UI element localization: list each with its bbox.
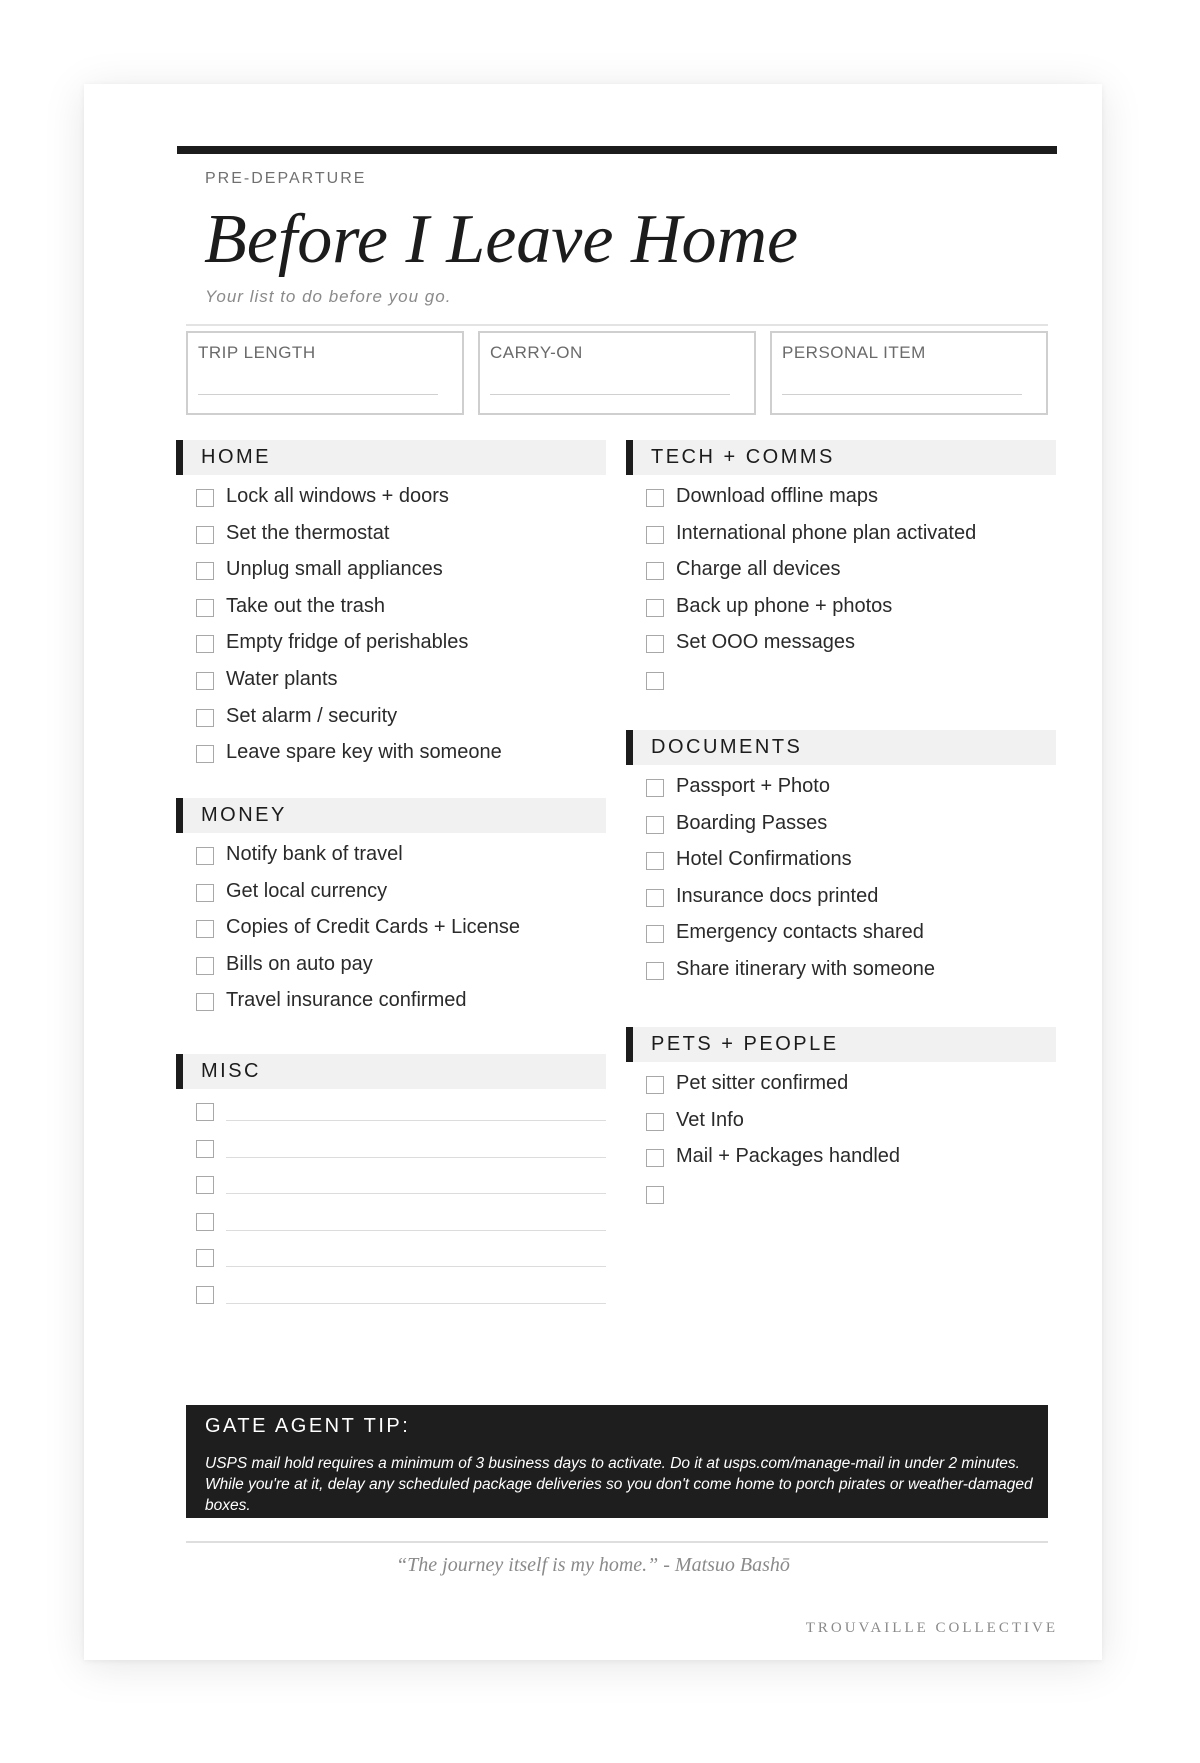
checklist-item [176,516,606,553]
checklist [176,837,606,1020]
checkbox[interactable] [196,884,214,902]
section-tech-comms [626,440,1056,699]
checklist-item-label: Emergency contacts shared [676,921,924,944]
section-title: DOCUMENTS [651,736,803,758]
section-header [626,440,1056,475]
checklist-item [176,1166,606,1203]
section-money [176,798,606,1020]
section-title: HOME [201,446,271,468]
trip-length-label: TRIP LENGTH [198,343,316,362]
checkbox[interactable] [196,957,214,975]
section-title: MISC [201,1060,261,1082]
checklist-item [176,874,606,911]
checkbox[interactable] [646,1076,664,1094]
checkbox[interactable] [196,1286,214,1304]
carry-on-line [490,394,730,395]
checklist-item [626,1103,1056,1140]
write-in-line[interactable] [226,1193,606,1194]
checkbox[interactable] [646,635,664,653]
checklist [626,1066,1056,1212]
checkbox[interactable] [646,816,664,834]
checklist-item [626,1066,1056,1103]
footer-divider [186,1541,1048,1543]
write-in-line[interactable] [226,1266,606,1267]
checklist-item [176,837,606,874]
checklist-item-label: Pet sitter confirmed [676,1072,849,1094]
section-title: MONEY [201,804,287,826]
carry-on-label: CARRY-ON [490,343,583,362]
checkbox[interactable] [646,1186,664,1204]
checklist-item [176,1130,606,1167]
tip-title: GATE AGENT TIP: [205,1415,411,1437]
checklist-item-label: Passport + Photo [676,775,830,797]
checklist-item-label: Insurance docs printed [676,884,879,907]
checklist-item-label: Leave spare key with someone [226,741,502,764]
checklist-item-label: Download offline maps [676,485,878,507]
checklist-item [626,479,1056,516]
checklist-item [176,1239,606,1276]
checklist-item [176,625,606,662]
brand-name: TROUVAILLE COLLECTIVE [805,1620,1058,1636]
checkbox[interactable] [196,1176,214,1194]
checkbox[interactable] [196,635,214,653]
checklist-item-label: Bills on auto pay [226,952,373,975]
checklist-item [176,589,606,626]
checklist-item [626,806,1056,843]
write-in-line[interactable] [226,1230,606,1231]
checklist-item [626,552,1056,589]
carry-on-field[interactable] [478,331,756,415]
checkbox[interactable] [196,562,214,580]
checkbox[interactable] [196,847,214,865]
checklist-item [176,1093,606,1130]
section-title: TECH + COMMS [651,446,835,468]
checklist-item-label: Set the thermostat [226,521,390,544]
checkbox[interactable] [196,599,214,617]
checklist-item [176,1276,606,1313]
checklist-item [626,879,1056,916]
checkbox[interactable] [196,993,214,1011]
checklist-item-label: Notify bank of travel [226,843,403,865]
checklist-item [176,662,606,699]
top-rule [177,146,1057,154]
checkbox[interactable] [646,962,664,980]
checklist-item [176,910,606,947]
checklist-item [176,1203,606,1240]
checkbox[interactable] [196,1213,214,1231]
checklist-item [626,915,1056,952]
checkbox[interactable] [646,925,664,943]
checklist-item [626,769,1056,806]
checkbox[interactable] [196,920,214,938]
checklist [176,1093,606,1313]
checklist-item-label: International phone plan activated [676,521,977,544]
trip-length-line [198,394,438,395]
personal-item-label: PERSONAL ITEM [782,343,926,362]
checklist-item-label: Copies of Credit Cards + License [226,916,521,939]
footer-quote: “The journey itself is my home.” - Matsuo Bashō [396,1554,790,1576]
checkbox[interactable] [196,672,214,690]
checkbox[interactable] [196,526,214,544]
checklist-item [176,552,606,589]
checklist-item-label: Vet Info [676,1108,744,1131]
section-title: PETS + PEOPLE [651,1033,839,1055]
checklist-page [84,84,1102,1660]
checklist-item-label: Travel insurance confirmed [226,989,467,1012]
checklist-item-label: Back up phone + photos [676,594,893,617]
personal-item-field[interactable] [770,331,1048,415]
checkbox[interactable] [646,852,664,870]
write-in-line[interactable] [226,1303,606,1304]
checklist-item-label: Lock all windows + doors [226,485,449,507]
checklist-item [176,983,606,1020]
checklist-item-label: Hotel Confirmations [676,848,852,871]
section-header [626,730,1056,765]
checklist-item [626,625,1056,662]
checklist-item [176,699,606,736]
checkbox[interactable] [646,526,664,544]
checklist [176,479,606,772]
checklist-item [626,516,1056,553]
checklist-item-label: Mail + Packages handled [676,1145,901,1168]
eyebrow-label: PRE-DEPARTURE [205,170,367,187]
checklist-item-label: Set alarm / security [226,704,398,727]
checklist-item-label: Share itinerary with someone [676,957,936,980]
checkbox[interactable] [196,1140,214,1158]
checklist-item [176,947,606,984]
checkbox[interactable] [646,562,664,580]
checklist-item [176,735,606,772]
checkbox[interactable] [196,489,214,507]
personal-item-line [782,394,1022,395]
checklist-item-label: Get local currency [226,879,388,902]
checklist-item [626,1176,1056,1213]
checklist-item [626,952,1056,989]
checklist-item-label: Unplug small appliances [226,558,443,581]
checklist-item-label: Charge all devices [676,558,841,581]
header-divider [186,324,1048,326]
trip-info-boxes [186,331,1048,415]
section-home [176,440,606,772]
section-pets-people [626,1027,1056,1212]
checkbox[interactable] [646,599,664,617]
checkbox[interactable] [646,672,664,690]
checkbox[interactable] [646,1149,664,1167]
write-in-line[interactable] [226,1120,606,1121]
section-header [176,440,606,475]
checklist-item [176,479,606,516]
checkbox[interactable] [646,489,664,507]
checklist-item-label: Take out the trash [226,594,385,617]
checklist-item-label: Boarding Passes [676,811,828,834]
checkbox[interactable] [646,779,664,797]
checklist-item [626,662,1056,699]
checklist-item-label: Water plants [226,667,338,690]
checklist-item [626,1139,1056,1176]
section-header [626,1027,1056,1062]
trip-length-field[interactable] [186,331,464,415]
write-in-line[interactable] [226,1157,606,1158]
section-header [176,798,606,833]
section-documents [626,730,1056,989]
checkbox[interactable] [196,1249,214,1267]
checklist-item-label: Set OOO messages [676,631,855,654]
section-header [176,1054,606,1089]
checklist-item-label: Empty fridge of perishables [226,631,469,654]
checkbox[interactable] [646,1113,664,1131]
tip-body: USPS mail hold requires a minimum of 3 business days to activate. Do it at usps.com/manage-mail in under 2 minutes. While you're at it, delay any scheduled package deliveries so you don't come home to porch pirates or weather-damaged boxes. [205,1455,1033,1514]
checklist-item [626,842,1056,879]
checkbox[interactable] [646,889,664,907]
page-subtitle: Your list to do before you go. [205,287,452,306]
gate-agent-tip [186,1405,1048,1518]
checkbox[interactable] [196,1103,214,1121]
checklist-item [626,589,1056,626]
checklist [626,769,1056,989]
checklist [626,479,1056,699]
checkbox[interactable] [196,745,214,763]
checkbox[interactable] [196,709,214,727]
page-title: Before I Leave Home [204,201,799,278]
section-misc [176,1054,606,1313]
